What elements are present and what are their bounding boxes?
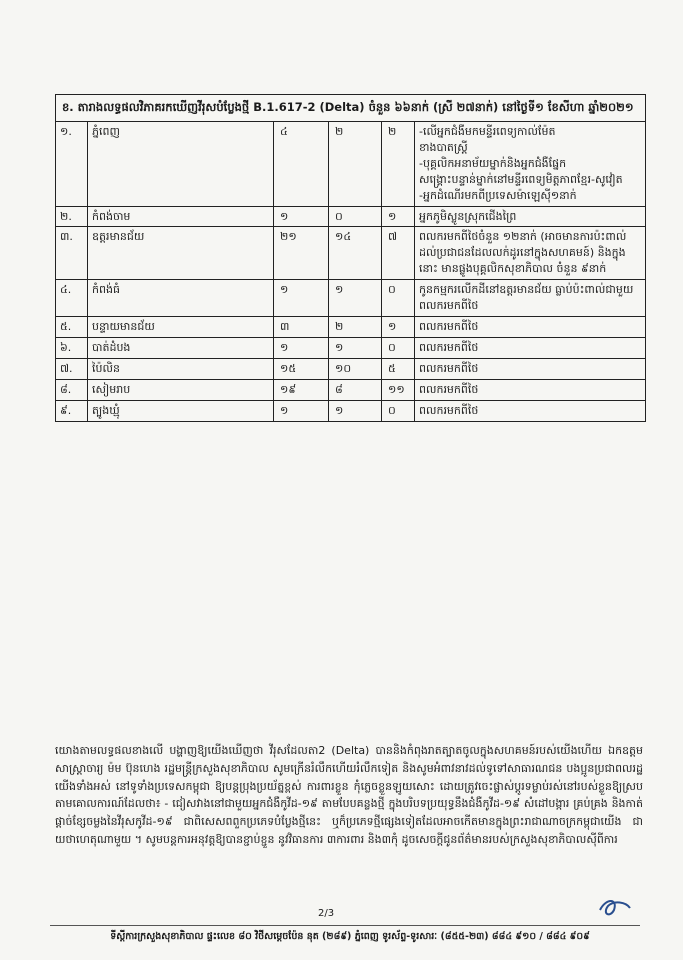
row-number: ៦. [56, 338, 88, 359]
count-a: ១ [329, 400, 382, 421]
case-notes: ពលករមកពីថៃ [415, 359, 646, 380]
row-number: ៤. [56, 280, 88, 317]
table-row [56, 206, 646, 227]
table-row [56, 400, 646, 421]
table-row [56, 338, 646, 359]
row-number: ១. [56, 121, 88, 206]
case-notes: អ្នកភូមិស្លូនស្រុកជើងព្រៃ [415, 206, 646, 227]
total-cases: ២១ [274, 227, 329, 280]
province-name: សៀមរាប [88, 379, 274, 400]
footer-address: ទីស្តីការក្រសួងសុខាភិបាល ផ្ទះលេខ ៨០ វិថីសម្តេចប៉ែន នុត (២៨៩) ភ្នំពេញ ទូរស័ព្ទ-ទូរសារៈ (៨៥៥-២៣) ៨៨៤ ៩១០ / ៨៨៤ ៩០៩ [110, 931, 590, 942]
total-cases: ១ [274, 280, 329, 317]
case-notes: ពលករមកពីថៃ [415, 317, 646, 338]
case-notes: -លើអ្នកជំងឺមកមន្ទីរពេទ្យកាល់ម៉ែត ខាងបាតស្រ្តី -បុគ្គលិកអនាម័យម្នាក់និងអ្នកជំងឺផ្នែក សង្គ្រោះបន្ទាន់ម្នាក់នៅមន្ទីរពេទ្យមិត្តភាពខ្មែរ-សូវៀត -អ្នកដំណើរមកពីប្រទេសម៉ាឡេស៊ី១នាក់ [415, 121, 646, 206]
count-a: ៨ [329, 379, 382, 400]
row-number: ៩. [56, 400, 88, 421]
table-row [56, 359, 646, 380]
table-title-row [56, 95, 646, 122]
case-notes: ពលករមកពីថៃចំនួន ១២នាក់ (អាចមានការប៉ះពាល់ដល់ប្រជាជនដែលលក់ដូរនៅក្នុងសហគមន៍) និងក្នុងនោះ មានផ្លូងបុគ្គលិកសុខាភិបាល ចំនួន ៩នាក់ [415, 227, 646, 280]
case-table [55, 94, 646, 422]
count-b: ០ [382, 280, 415, 317]
count-a: ២ [329, 317, 382, 338]
count-a: ១ [329, 338, 382, 359]
row-number: ៣. [56, 227, 88, 280]
total-cases: ១៥ [274, 359, 329, 380]
table-row [56, 121, 646, 206]
province-name: ភ្នំពេញ [88, 121, 274, 206]
footer-divider [50, 925, 640, 926]
count-a: ១៤ [329, 227, 382, 280]
count-b: ១១ [382, 379, 415, 400]
count-b: ០ [382, 338, 415, 359]
province-name: ប៉ៃលិន [88, 359, 274, 380]
total-cases: ១៩ [274, 379, 329, 400]
province-name: កំពង់ធំ [88, 280, 274, 317]
total-cases: ៤ [274, 121, 329, 206]
count-a: ១ [329, 280, 382, 317]
table-row [56, 227, 646, 280]
count-b: ១ [382, 317, 415, 338]
total-cases: ៣ [274, 317, 329, 338]
row-number: ២. [56, 206, 88, 227]
table-row [56, 280, 646, 317]
case-notes: កូនកម្មករលើកដីនៅឧត្តរមានជ័យ ធ្លាប់ប៉ះពាល់ជាមួយពលករមកពីថៃ [415, 280, 646, 317]
page-number: 2/3 [318, 908, 335, 919]
province-name: ឧត្តរមានជ័យ [88, 227, 274, 280]
count-b: ០ [382, 400, 415, 421]
count-b: ៥ [382, 359, 415, 380]
table-title: ខ. តារាងលទ្ធផលវិភាគរកឃើញវីរុសបំប្លែងថ្មី B.1.617-2 (Delta) ចំនួន ៦៦នាក់ (ស្រី ២៧នាក់) នៅថ្ងៃទី១ ខែសីហា ឆ្នាំ២០២១ [56, 95, 646, 122]
case-notes: ពលករមកពីថៃ [415, 338, 646, 359]
count-b: ២ [382, 121, 415, 206]
total-cases: ១ [274, 400, 329, 421]
table-row [56, 379, 646, 400]
province-name: បន្ទាយមានជ័យ [88, 317, 274, 338]
count-b: ៧ [382, 227, 415, 280]
row-number: ៧. [56, 359, 88, 380]
body-paragraph: យោងតាមលទ្ធផលខាងលើ បង្ហាញឱ្យយើងឃើញថា វីរុសដែលតា2 (Delta) បាននិងកំពុងរាតត្បាតចូលក្នុងសហគមន៍របស់យើងហើយ ឯកឧត្តមសាស្ត្រាចារ្យ ម៉ម ប៊ុនហេង រដ្ឋមន្ត្រីក្រសួងសុខាភិបាល សូមក្រើនរំលឹកហើយរំលឹកទៀត និងសូមអំពាវនាវដល់ទូទៅសាធារណជន បងប្អូនប្រជាពលរដ្ឋយើងទាំងអស់ នៅទូទាំងប្រទេសកម្ពុជា ឱ្យបន្តប្រុងប្រយ័ត្នខ្ពស់ ការពារខ្លួន កុំភ្លេចខ្លួនឡូយសោះ ដោយត្រូវចេះផ្លាស់ប្តូរទម្លាប់រស់នៅរបស់ខ្លួនឱ្យស្របតាមគោលការណ៍ដែលថា៖ - ជៀសវាងនៅជាមួយអ្នកជំងឺកូវីដ-១៩ តាមបែបគន្លងថ្មី ក្នុងបរិបទប្រយុទ្ធនឹងជំងឺកូវីដ-១៩ សំដៅបង្ការ គ្រប់គ្រង និងកាត់ផ្តាច់ខ្សែចម្លងនៃវីរុសកូវីដ-១៩ ជាពិសេសពពួកប្រភេទបំប្លែងថ្មីនេះ ឬក៏ប្រភេទថ្មីផ្សេងទៀតដែលអាចកើតមានក្នុងព្រះរាជាណាចក្រកម្ពុជាយើង ជាយថាហេតុណាមួយ ។ សូមបន្តការអនុវត្តឱ្យបានខ្ជាប់ខ្ជួន នូវវិធានការ ៣ការពារ និង៣កុំ ដូចសេចក្តីជូនព័ត៌មានរបស់ក្រសួងសុខាភិបាលស៊ីពីការ [55, 744, 643, 847]
case-notes: ពលករមកពីថៃ [415, 379, 646, 400]
row-number: ៨. [56, 379, 88, 400]
province-name: បាត់ដំបង [88, 338, 274, 359]
count-a: ០ [329, 206, 382, 227]
table-row [56, 317, 646, 338]
case-notes: ពលករមកពីថៃ [415, 400, 646, 421]
count-a: ១០ [329, 359, 382, 380]
total-cases: ១ [274, 338, 329, 359]
total-cases: ១ [274, 206, 329, 227]
province-name: កំពង់ចាម [88, 206, 274, 227]
signature-mark [596, 896, 636, 920]
count-a: ២ [329, 121, 382, 206]
row-number: ៥. [56, 317, 88, 338]
province-name: ត្បូងឃ្មុំ [88, 400, 274, 421]
count-b: ១ [382, 206, 415, 227]
